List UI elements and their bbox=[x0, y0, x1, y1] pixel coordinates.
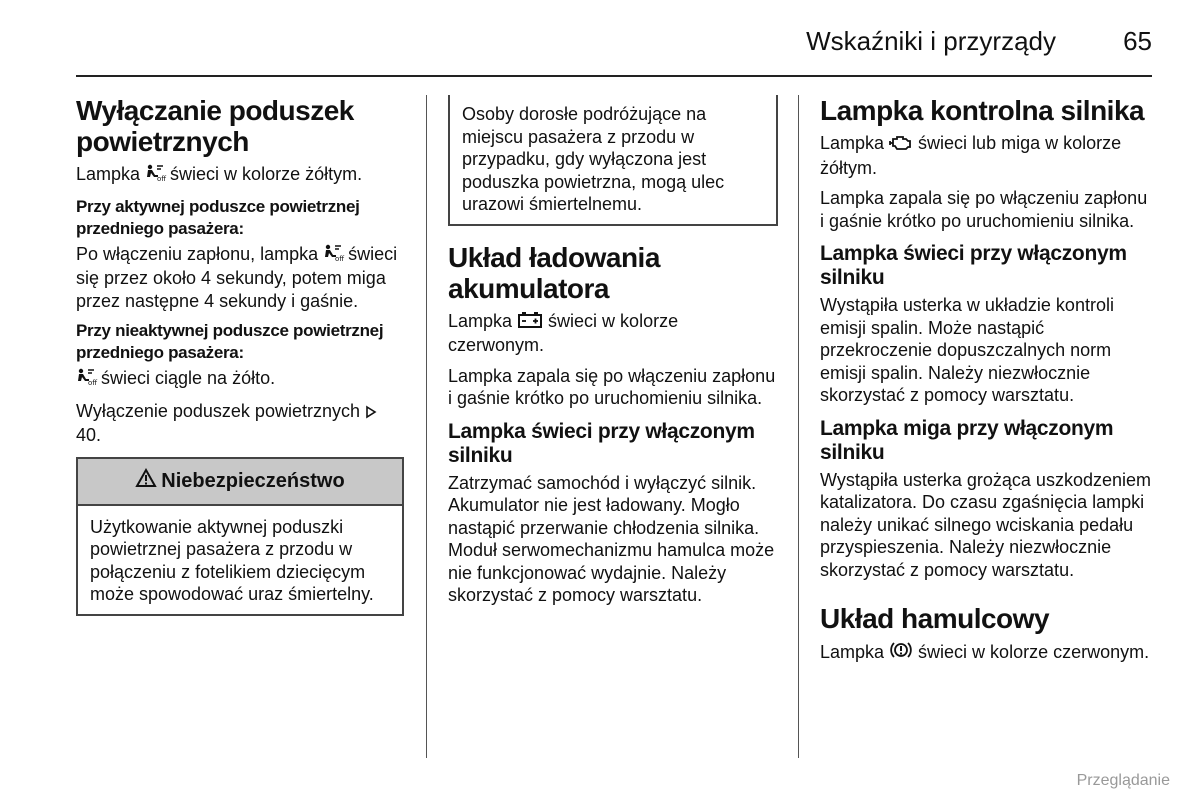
subheading-charging-lamp-on: Lampka świeci przy włączonym silniku bbox=[448, 419, 755, 467]
danger-warning-box bbox=[76, 457, 404, 616]
paragraph: Lampka zapala się po włączeniu zapłonu i gaśnie krótko po uruchomieniu silnika. bbox=[448, 365, 776, 408]
paragraph: Wystąpiła usterka w układzie kontroli emisji spalin. Może nastąpić przekroczenie dopuszczalnych norm emisji spalin. Należy niezwłocznie skorzystać z pomocy warsztatu. bbox=[820, 295, 1114, 405]
paragraph: Lampka off świeci w kolorze żółtym. bbox=[76, 163, 404, 188]
subheading-inactive-airbag: Przy nieaktywnej poduszce powietrznej przedniego pasażera: bbox=[76, 321, 384, 362]
paragraph: Po włączeniu zapłonu, lampka off świeci się przez około 4 sekundy, potem miga przez następne 4 sekundy i gaśnie. bbox=[76, 243, 398, 311]
column-divider-2 bbox=[798, 95, 799, 758]
warning-triangle-icon bbox=[135, 468, 157, 494]
brake-warning-icon bbox=[889, 640, 913, 666]
svg-text:off: off bbox=[88, 379, 98, 387]
subheading-active-airbag: Przy aktywnej poduszce powietrznej przedniego pasażera: bbox=[76, 196, 360, 238]
battery-icon bbox=[517, 311, 543, 335]
section-heading-charging-system: Układ ładowania akumulatora bbox=[448, 241, 660, 304]
column-2 bbox=[448, 95, 778, 615]
column-1 bbox=[76, 95, 404, 616]
footer-browse-label[interactable]: Przeglądanie bbox=[1076, 772, 1170, 789]
paragraph: Wystąpiła usterka grożąca uszkodzeniem katalizatora. Do czasu zgaśnięcia lampki należy unikać silnego wciskania pedału przyspieszenia. Należy niezwłocznie skorzystać z pomocy warsztatu. bbox=[820, 469, 1151, 580]
reference-arrow-icon[interactable] bbox=[365, 402, 377, 425]
column-divider-1 bbox=[426, 95, 427, 758]
airbag-off-icon bbox=[145, 164, 165, 188]
column-3 bbox=[820, 95, 1155, 674]
check-engine-icon bbox=[889, 133, 913, 157]
page-number: 65 bbox=[1123, 26, 1152, 56]
section-heading-brake-system: Układ hamulcowy bbox=[820, 603, 1050, 634]
subheading-engine-lamp-flashing: Lampka miga przy włączonym silniku bbox=[820, 416, 1114, 464]
paragraph: Lampka świeci w kolorze czerwonym. bbox=[448, 310, 679, 355]
paragraph: off świeci ciągle na żółto. bbox=[76, 367, 404, 392]
page-header-title: Wskaźniki i przyrządy bbox=[806, 26, 1056, 56]
subheading-engine-lamp-on: Lampka świeci przy włączonym silniku bbox=[820, 242, 1127, 289]
danger-warning-text: Użytkowanie aktywnej poduszki powietrznej pasażera z przodu w połączeniu z fotelikiem dziecięcym może spowodować uraz śmiertelny. bbox=[90, 516, 374, 604]
paragraph: Lampka świeci lub miga w kolorze żółtym. bbox=[820, 133, 1122, 178]
paragraph: Lampka świeci w kolorze czerwonym. bbox=[820, 640, 1155, 666]
warning-continuation-box: Osoby dorosłe podróżujące na miejscu pasażera z przodu w przypadku, gdy wyłączona jest poduszka powietrzna, mogą ulec urazowi śmiertelnemu. bbox=[448, 95, 778, 226]
airbag-off-icon bbox=[76, 368, 96, 392]
paragraph: Lampka zapala się po włączeniu zapłonu i gaśnie krótko po uruchomieniu silnika. bbox=[820, 188, 1148, 231]
danger-warning-title: Niebezpieczeństwo bbox=[161, 469, 345, 492]
paragraph: Zatrzymać samochód i wyłączyć silnik. Akumulator nie jest ładowany. Mogło nastąpić przerwanie chłodzenia silnika. Moduł serwomechanizmu hamulca może nie funkcjonować wydajnie. Należy skorzystać z pomocy warsztatu. bbox=[448, 472, 775, 605]
svg-text:off: off bbox=[335, 254, 345, 263]
paragraph-cross-reference: Wyłączenie poduszek powietrznych 40. bbox=[76, 400, 404, 447]
section-heading-engine-lamp: Lampka kontrolna silnika bbox=[820, 95, 1145, 126]
danger-warning-header bbox=[78, 459, 402, 506]
airbag-off-icon bbox=[323, 244, 343, 268]
header-divider bbox=[76, 75, 1152, 77]
section-heading-airbag-deactivation: Wyłączanie poduszek powietrznych bbox=[76, 95, 354, 157]
svg-text:off: off bbox=[157, 175, 167, 183]
